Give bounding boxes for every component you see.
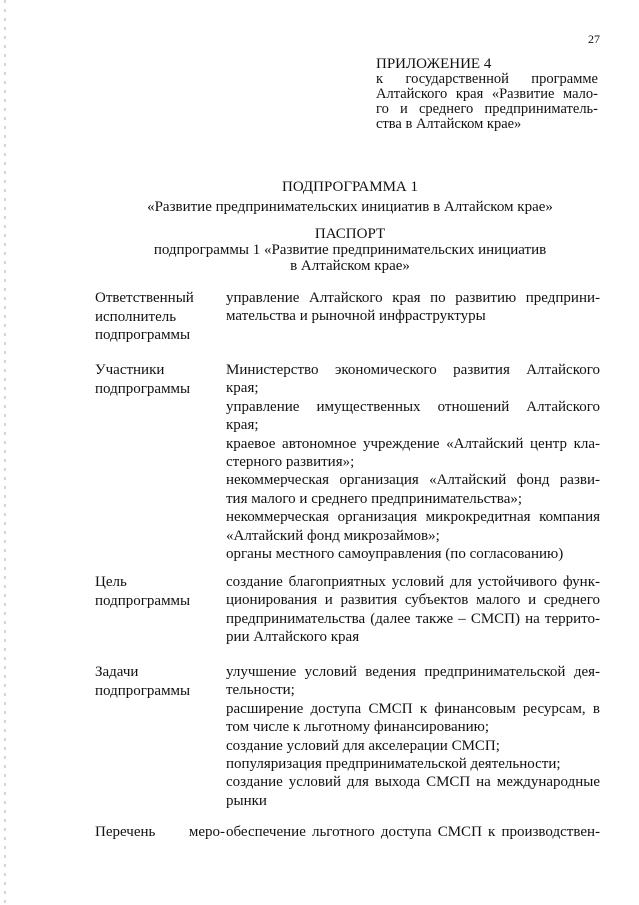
value-line: тельности; [226,682,295,699]
label-line: Участники [95,362,165,378]
value-line: управление имущественных отношений Алтайского [226,398,600,415]
label-line: подпрограммы [95,380,191,397]
label-line: исполнитель [95,308,177,325]
label-word: меро- [188,824,225,840]
appendix-line: к государственной программе [376,71,598,87]
passport-subtitle-line: подпрограммы 1 «Развитие предпринимательских инициатив [153,242,547,258]
label-line: подпрограммы [95,682,191,699]
value-line: края; [226,417,259,434]
value-line: том числе к льготному финансированию; [226,719,490,736]
subprogram-name: «Развитие предпринимательских инициатив в Алтайском крае» [147,199,553,215]
value-line: некоммерческая организация «Алтайский фонд разви- [226,472,600,489]
appendix-line: Алтайского края «Развитие мало- [376,86,598,102]
value-line: создание условий для выхода СМСП на международные [226,774,600,791]
appendix-header [376,57,598,132]
value-line: расширение доступа СМСП к финансовым ресурсам, в [226,700,600,717]
passport-title: ПАСПОРТ [314,226,386,242]
label-line: подпрограммы [95,327,191,343]
value-line: некоммерческая организация микрокредитная компания [226,509,600,526]
row-value-measures [226,823,600,841]
page-number: 27 [588,32,600,46]
value-line: рынки [226,792,267,809]
appendix-title: ПРИЛОЖЕНИЕ 4 [376,56,492,72]
label-line: Ответственный [95,290,194,306]
value-line: управление Алтайского края по развитию предприни- [226,290,600,306]
value-line: ционирования и развития субъектов малого и среднего [226,592,600,609]
value-line: предпринимательства (далее также – СМСП) на террито- [226,610,600,627]
row-value-responsible [226,289,600,326]
row-label-participants [95,361,225,398]
subprogram-heading [100,179,600,215]
value-line: популяризация предпринимательской деятельности; [226,756,561,773]
label-line: Задачи [95,664,139,680]
appendix-line: го и среднего предприниматель- [376,101,598,117]
value-line: рии Алтайского края [226,629,360,646]
label-word: Перечень [95,824,156,840]
subprogram-title: ПОДПРОГРАММА 1 [281,179,419,195]
row-label-goal [95,573,225,610]
value-line: создание благоприятных условий для устойчивого функ- [226,574,600,590]
value-line: тия малого и среднего предпринимательства»; [226,490,523,507]
row-value-tasks [226,663,600,810]
passport-heading [100,226,600,274]
appendix-line: ства в Алтайском крае» [376,116,522,132]
value-line: «Алтайский фонд микрозаймов»; [226,527,440,544]
scan-margin-edge [4,0,6,905]
value-line: улучшение условий ведения предпринимательской дея- [226,664,600,680]
value-line: мательства и рыночной инфраструктуры [226,308,486,325]
row-value-participants [226,361,600,563]
label-line: подпрограммы [95,592,191,609]
label-line: Цель [95,574,127,590]
row-label-measures [95,823,225,842]
value-line: органы местного самоуправления (по согласованию) [226,546,564,563]
value-line: обеспечение льготного доступа СМСП к производствен- [226,824,600,840]
value-line: создание условий для акселерации СМСП; [226,737,500,754]
value-line: стерного развития»; [226,454,355,471]
row-label-responsible [95,289,225,345]
row-label-tasks [95,663,225,700]
value-line: Министерство экономического развития Алтайского [226,362,600,378]
value-line: края; [226,380,259,397]
passport-subtitle-line: в Алтайском крае» [290,258,410,274]
value-line: краевое автономное учреждение «Алтайский центр кла- [226,435,600,452]
row-value-goal [226,573,600,647]
